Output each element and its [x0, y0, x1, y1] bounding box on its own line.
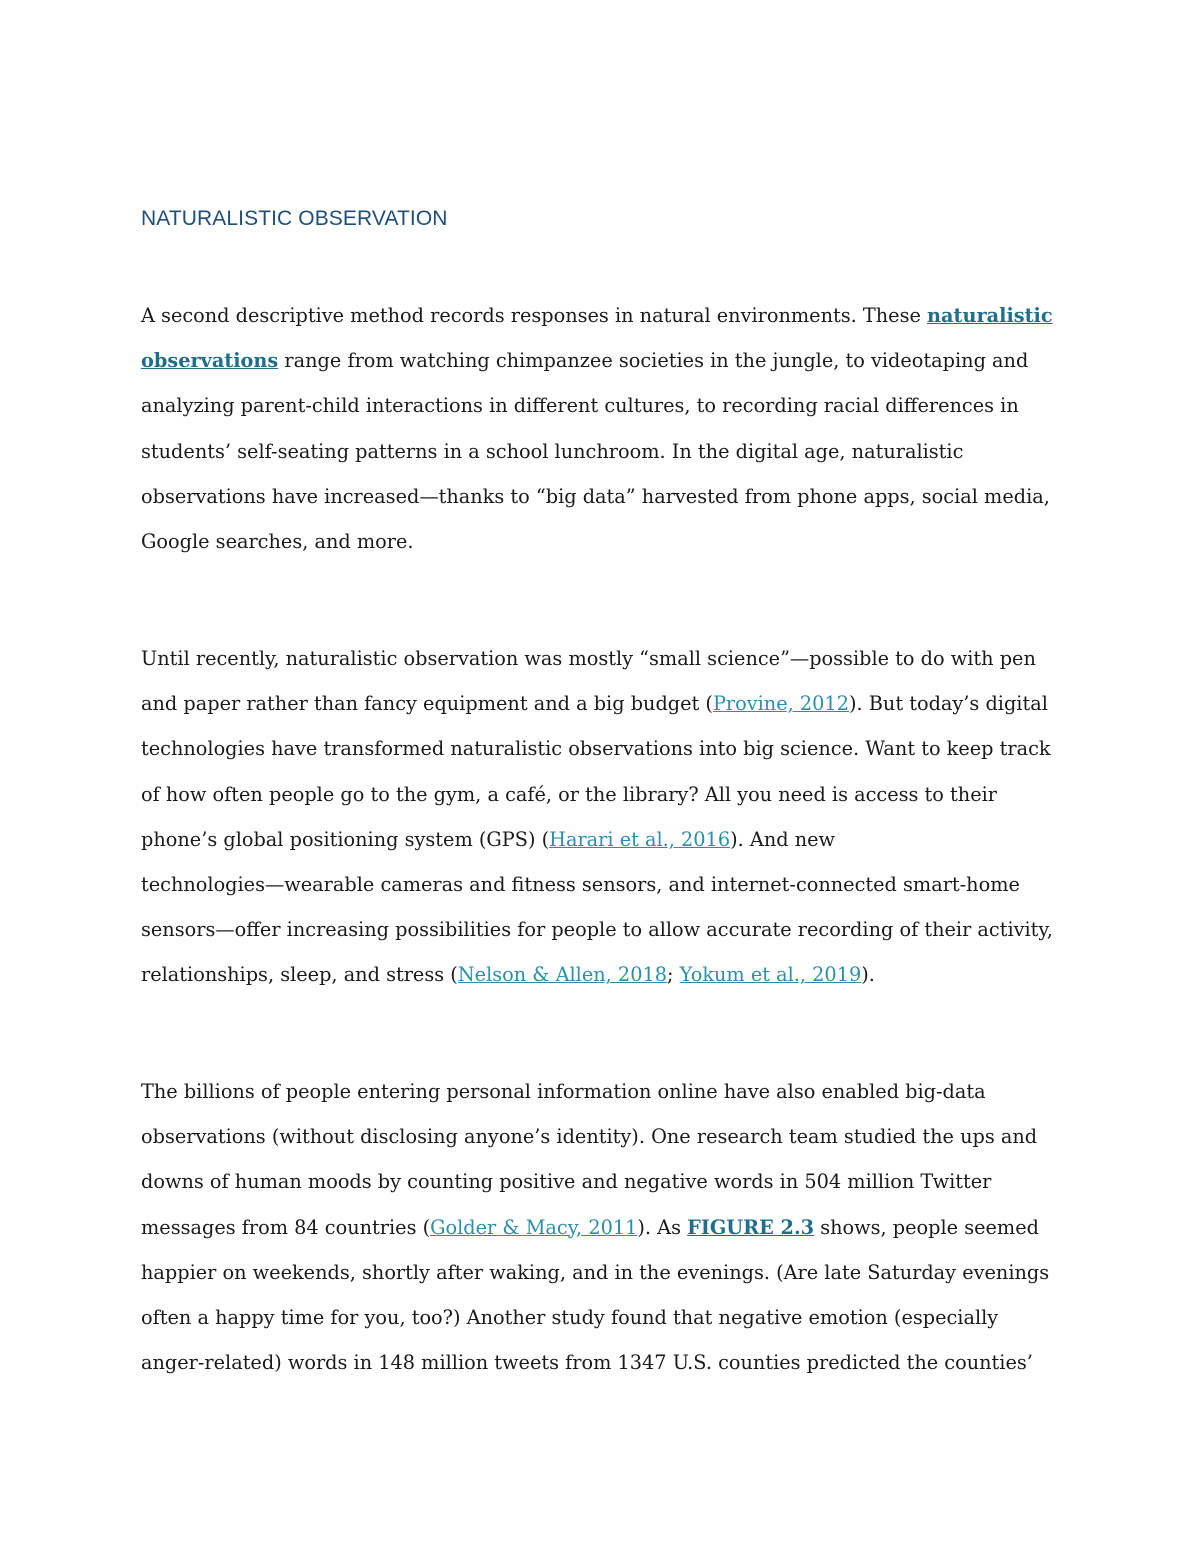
- paragraph-line: [141, 952, 1071, 997]
- paragraph-line: anger-related) words in 148 million tweets from 1347 U.S. counties predicted the counties’: [141, 1351, 1033, 1375]
- paragraph-line: of how often people go to the gym, a café, or the library? All you need is access to their: [141, 782, 997, 806]
- term-link-naturalistic-observations-cont[interactable]: observations: [141, 349, 279, 373]
- text-run: ;: [667, 963, 680, 987]
- text-run: ). And new: [730, 827, 836, 851]
- paragraph-line: observations have increased—thanks to “big data” harvested from phone apps, social media,: [141, 484, 1050, 508]
- paragraph-line: Until recently, naturalistic observation was mostly “small science”—possible to do with pen: [141, 647, 1036, 670]
- paragraph-line: often a happy time for you, too?) Another study found that negative emotion (especially: [141, 1306, 999, 1330]
- text-run: shows, people seemed: [814, 1215, 1039, 1239]
- paragraph-line: technologies—wearable cameras and fitness sensors, and internet-connected smart-home: [141, 873, 1020, 897]
- text-run: ). As: [637, 1215, 688, 1239]
- citation-link-harari[interactable]: Harari et al., 2016: [549, 827, 731, 851]
- paragraph-line: Google searches, and more.: [141, 530, 414, 554]
- paragraph-line: [141, 681, 1071, 726]
- paragraph-line: [141, 1205, 1071, 1250]
- paragraph-1: [141, 293, 1071, 564]
- paragraph-line: [141, 338, 1071, 383]
- text-run: messages from 84 countries (: [141, 1215, 431, 1239]
- section-heading: NATURALISTIC OBSERVATION: [141, 207, 448, 230]
- paragraph-line: The billions of people entering personal information online have also enabled big-data: [141, 1080, 986, 1103]
- figure-link-2-3[interactable]: FIGURE 2.3: [687, 1215, 815, 1239]
- text-run: and paper rather than fancy equipment and a big budget (: [141, 692, 713, 716]
- paragraph-line: sensors—offer increasing possibilities for people to allow accurate recording of their activity,: [141, 918, 1053, 942]
- paragraph-line: students’ self-seating patterns in a school lunchroom. In the digital age, naturalistic: [141, 439, 964, 463]
- citation-link-golder-macy[interactable]: Golder & Macy, 2011: [430, 1215, 638, 1239]
- text-run: A second descriptive method records responses in natural environments. These: [141, 304, 928, 327]
- paragraph-line: analyzing parent-child interactions in different cultures, to recording racial differences in: [141, 394, 1019, 418]
- paragraph-line: [141, 817, 1071, 862]
- citation-link-provine[interactable]: Provine, 2012: [712, 692, 849, 716]
- paragraph-line: [141, 293, 1071, 338]
- paragraph-line: downs of human moods by counting positive and negative words in 504 million Twitter: [141, 1170, 992, 1194]
- text-run: relationships, sleep, and stress (: [141, 963, 458, 987]
- text-run: ).: [861, 963, 875, 987]
- citation-link-yokum[interactable]: Yokum et al., 2019: [679, 963, 862, 987]
- paragraph-3: [141, 1069, 1071, 1385]
- term-link-naturalistic-observations[interactable]: naturalistic: [927, 304, 1053, 327]
- paragraph-line: technologies have transformed naturalistic observations into big science. Want to keep track: [141, 737, 1051, 761]
- text-run: ). But today’s digital: [848, 692, 1048, 716]
- text-run: phone’s global positioning system (GPS) (: [141, 827, 550, 851]
- paragraph-line: happier on weekends, shortly after waking, and in the evenings. (Are late Saturday evenings: [141, 1260, 1050, 1284]
- citation-link-nelson-allen[interactable]: Nelson & Allen, 2018: [457, 963, 668, 987]
- paragraph-line: observations (without disclosing anyone’s identity). One research team studied the ups and: [141, 1125, 1038, 1149]
- text-run: range from watching chimpanzee societies in the jungle, to videotaping and: [278, 349, 1029, 373]
- paragraph-2: [141, 636, 1071, 998]
